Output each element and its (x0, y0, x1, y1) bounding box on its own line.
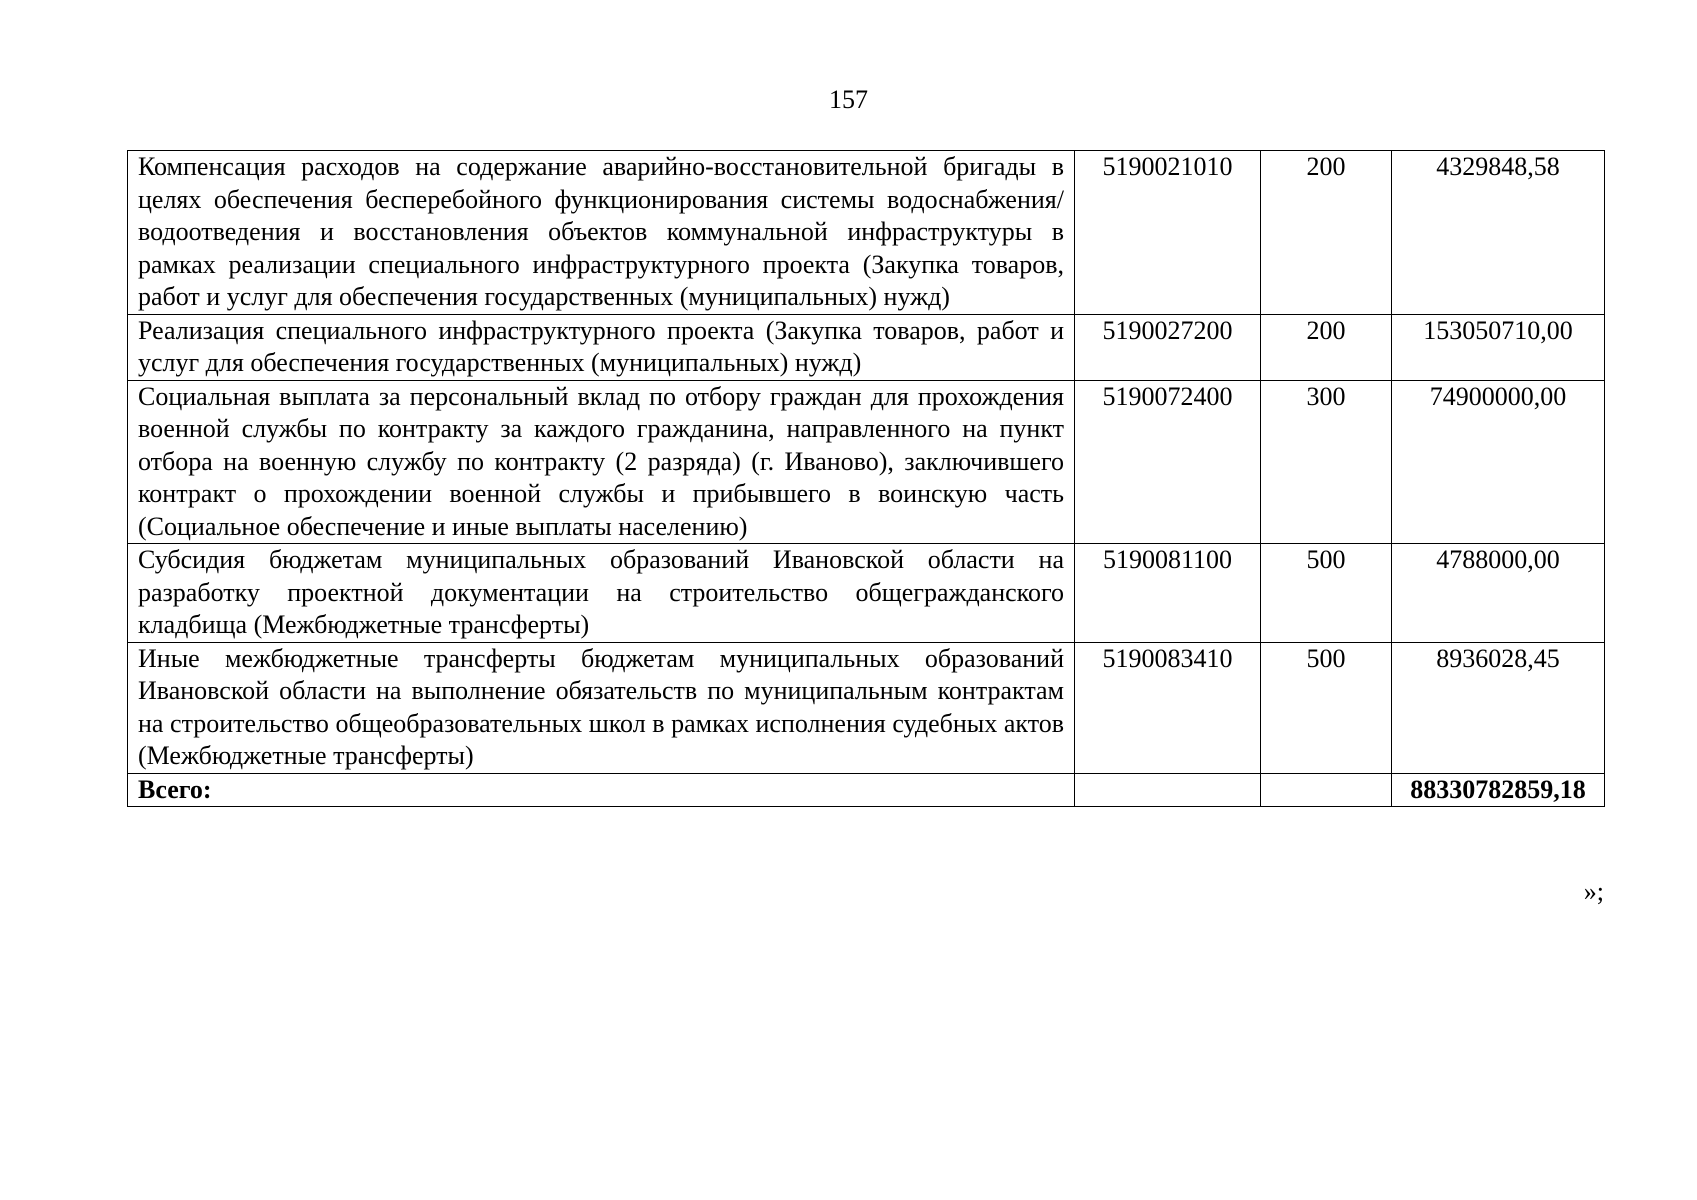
row-code-cell: 5190081100 (1075, 544, 1261, 643)
table-row (128, 314, 1605, 380)
total-row (128, 773, 1605, 807)
row-sum-cell: 4788000,00 (1392, 544, 1605, 643)
row-name-cell: Реализация специального инфраструктурного проекта (Закупка товаров, работ и услуг для обеспечения государственных (муниципальных) нужд) (128, 314, 1075, 380)
budget-table (127, 150, 1605, 807)
total-label: Всего: (128, 773, 1075, 807)
row-code-cell: 5190021010 (1075, 151, 1261, 315)
row-code-cell: 5190083410 (1075, 642, 1261, 773)
page-number: 157 (829, 85, 868, 114)
row-name-cell: Компенсация расходов на содержание аварийно-восстановительной бригады в целях обеспечения бесперебойного функционирования системы водоснабжения/водоотведения и восстановления объектов коммунальной инфраструктуры в рамках реализации специального инфраструктурного проекта (Закупка товаров, работ и услуг для обеспечения государственных (муниципальных) нужд) (128, 151, 1075, 315)
total-type-cell (1261, 773, 1392, 807)
row-type-cell: 200 (1261, 151, 1392, 315)
table-row (128, 544, 1605, 643)
row-sum-cell: 4329848,58 (1392, 151, 1605, 315)
row-name-cell: Субсидия бюджетам муниципальных образований Ивановской области на разработку проектной документации на строительство общегражданского кладбища (Межбюджетные трансферты) (128, 544, 1075, 643)
total-sum: 88330782859,18 (1392, 773, 1605, 807)
row-sum-cell: 153050710,00 (1392, 314, 1605, 380)
row-type-cell: 500 (1261, 642, 1392, 773)
closing-quote-mark: »; (1583, 877, 1604, 906)
row-type-cell: 500 (1261, 544, 1392, 643)
row-name-cell: Иные межбюджетные трансферты бюджетам муниципальных образований Ивановской области на выполнение обязательств по муниципальным контрактам на строительство общеобразовательных школ в рамках исполнения судебных актов (Межбюджетные трансферты) (128, 642, 1075, 773)
row-name-cell: Социальная выплата за персональный вклад по отбору граждан для прохождения военной службы по контракту за каждого гражданина, направленного на пункт отбора на военную службу по контракту (2 разряда) (г. Иваново), заключившего контракт о прохождении военной службы и прибывшего в воинскую часть (Социальное обеспечение и иные выплаты населению) (128, 380, 1075, 544)
row-code-cell: 5190027200 (1075, 314, 1261, 380)
row-sum-cell: 8936028,45 (1392, 642, 1605, 773)
row-code-cell: 5190072400 (1075, 380, 1261, 544)
table-row (128, 642, 1605, 773)
total-code-cell (1075, 773, 1261, 807)
row-sum-cell: 74900000,00 (1392, 380, 1605, 544)
table-row (128, 380, 1605, 544)
row-type-cell: 200 (1261, 314, 1392, 380)
table-row (128, 151, 1605, 315)
row-type-cell: 300 (1261, 380, 1392, 544)
